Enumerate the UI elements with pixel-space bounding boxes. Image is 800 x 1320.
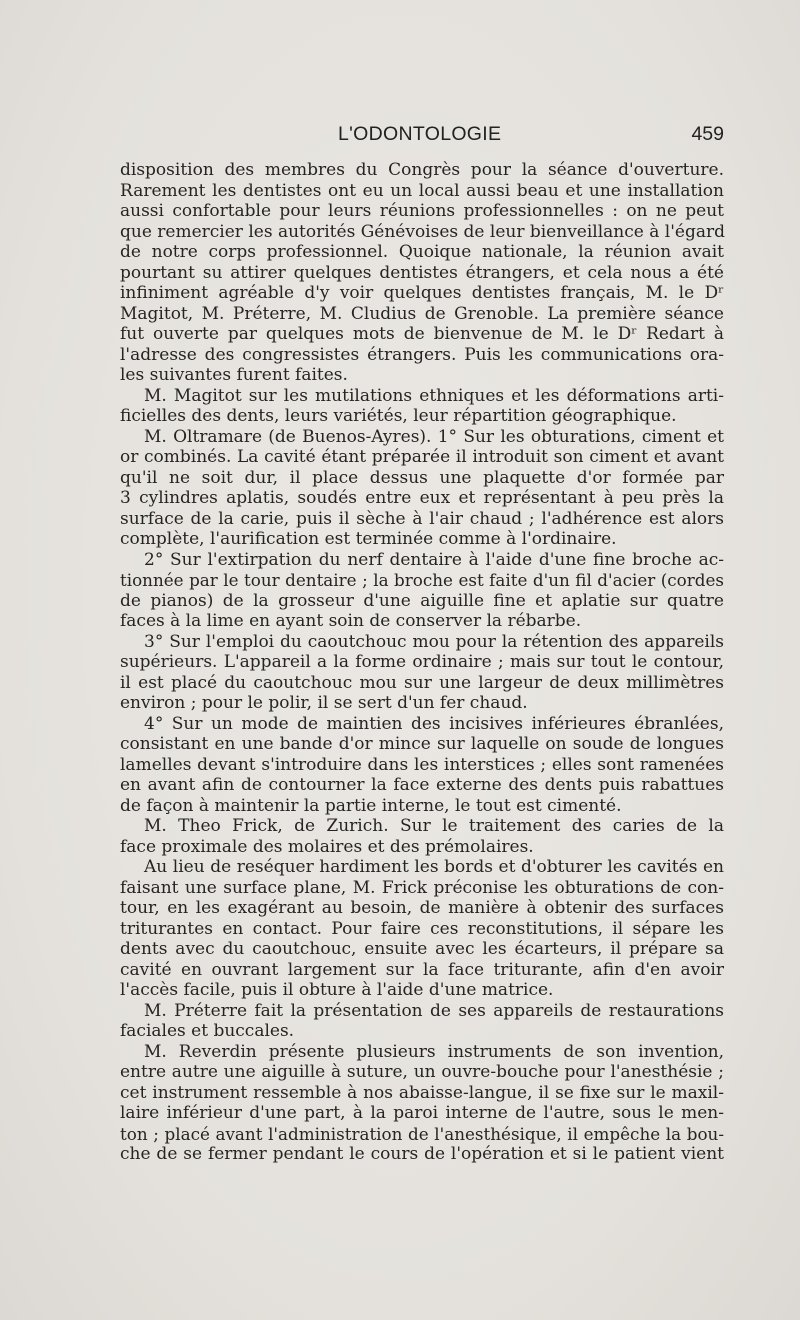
text-line: ficielles des dents, leurs variétés, leur répartition géographique. xyxy=(120,406,677,426)
text-line: environ ; pour le polir, il se sert d'un fer chaud. xyxy=(120,693,528,713)
text-line: Rarement les dentistes ont eu un local aussi beau et une installation xyxy=(120,180,724,201)
text-line: de façon à maintenir la partie interne, le tout est cimenté. xyxy=(120,795,622,816)
text-line: 2° Sur l'extirpation du nerf dentaire à l'aide d'une fine broche ac- xyxy=(144,549,724,570)
text-line: face proximale des molaires et des prémolaires. xyxy=(120,836,534,857)
text-line: M. Préterre fait la présentation de ses appareils de restaurations xyxy=(144,1000,724,1021)
text-line: triturantes en contact. Pour faire ces reconstitutions, il sépare les xyxy=(120,918,724,939)
text-line: en avant afin de contourner la face externe des dents puis rabattues xyxy=(120,775,724,795)
text-line: disposition des membres du Congrès pour la séance d'ouverture. xyxy=(120,160,724,180)
text-line: fut ouverte par quelques mots de bienvenue de M. le Dʳ Redart à xyxy=(120,324,724,344)
text-line: infiniment agréable d'y voir quelques dentistes français, M. le Dʳ xyxy=(120,283,724,303)
text-line: entre autre une aiguille à suture, un ouvre-bouche pour l'anesthésie ; xyxy=(120,1062,724,1082)
text-line: che de se fermer pendant le cours de l'opération et si le patient vient xyxy=(120,1144,724,1164)
text-line: consistant en une bande d'or mince sur laquelle on soude de longues xyxy=(120,734,724,754)
text-line: Magitot, M. Préterre, M. Cludius de Grenoble. La première séance xyxy=(120,303,724,324)
text-line: cet instrument ressemble à nos abaisse-langue, il se fixe sur le maxil- xyxy=(120,1082,724,1103)
text-line: M. Reverdin présente plusieurs instruments de son invention, xyxy=(144,1041,724,1062)
text-line: il est placé du caoutchouc mou sur une largeur de deux millimètres xyxy=(120,672,724,693)
text-line: cavité en ouvrant largement sur la face triturante, afin d'en avoir xyxy=(120,959,724,980)
running-header xyxy=(120,123,724,153)
text-line: 4° Sur un mode de maintien des incisives inférieures ébranlées, xyxy=(144,713,724,734)
text-line: tionnée par le tour dentaire ; la broche est faite d'un fil d'acier (cordes xyxy=(120,570,724,590)
text-line: l'accès facile, puis il obture à l'aide d'une matrice. xyxy=(120,980,554,1000)
text-line: M. Theo Frick, de Zurich. Sur le traitement des caries de la xyxy=(144,816,724,836)
text-line: surface de la carie, puis il sèche à l'air chaud ; l'adhérence est alors xyxy=(120,508,724,529)
text-line: Au lieu de reséquer hardiment les bords et d'obturer les cavités en xyxy=(144,857,724,877)
text-line: tour, en les exagérant au besoin, de manière à obtenir des surfaces xyxy=(120,898,724,918)
text-line: faisant une surface plane, M. Frick préconise les obturations de con- xyxy=(120,877,724,898)
text-line: ton ; placé avant l'administration de l'anesthésique, il empêche la bou- xyxy=(120,1123,724,1144)
text-line: complète, l'aurification est terminée comme à l'ordinaire. xyxy=(120,529,617,549)
text-line: aussi confortable pour leurs réunions professionnelles : on ne peut xyxy=(120,201,724,221)
text-line: pourtant su attirer quelques dentistes étrangers, et cela nous a été xyxy=(120,262,724,283)
text-line: que remercier les autorités Génévoises de leur bienveillance à l'égard xyxy=(120,221,725,242)
text-line: les suivantes furent faites. xyxy=(120,365,348,385)
page-number: 459 xyxy=(691,123,724,145)
text-line: de notre corps professionnel. Quoique nationale, la réunion avait xyxy=(120,242,724,262)
text-line: faces à la lime en ayant soin de conserver la rébarbe. xyxy=(120,611,582,631)
text-line: de pianos) de la grosseur d'une aiguille fine et aplatie sur quatre xyxy=(120,590,724,611)
text-line: M. Magitot sur les mutilations ethniques et les déformations arti- xyxy=(144,385,724,406)
text-line: M. Oltramare (de Buenos-Ayres). 1° Sur les obturations, ciment et xyxy=(144,426,724,447)
text-line: supérieurs. L'appareil a la forme ordinaire ; mais sur tout le contour, xyxy=(120,652,724,672)
text-line: dents avec du caoutchouc, ensuite avec les écarteurs, il prépare sa xyxy=(120,939,724,959)
text-line: lamelles devant s'introduire dans les interstices ; elles sont ramenées xyxy=(120,754,724,775)
text-line: faciales et buccales. xyxy=(120,1021,295,1041)
text-line: 3 cylindres aplatis, soudés entre eux et représentant à peu près la xyxy=(120,488,724,508)
journal-title: L'ODONTOLOGIE xyxy=(338,123,502,145)
text-line: 3° Sur l'emploi du caoutchouc mou pour la rétention des appareils xyxy=(144,631,724,652)
body-text xyxy=(120,160,724,1165)
text-line: l'adresse des congressistes étrangers. Puis les communications ora- xyxy=(120,344,724,365)
text-line: qu'il ne soit dur, il place dessus une plaquette d'or formée par xyxy=(120,467,724,488)
text-line: laire inférieur d'une part, à la paroi interne de l'autre, sous le men- xyxy=(120,1103,724,1123)
text-line: or combinés. La cavité étant préparée il introduit son ciment et avant xyxy=(120,447,724,467)
